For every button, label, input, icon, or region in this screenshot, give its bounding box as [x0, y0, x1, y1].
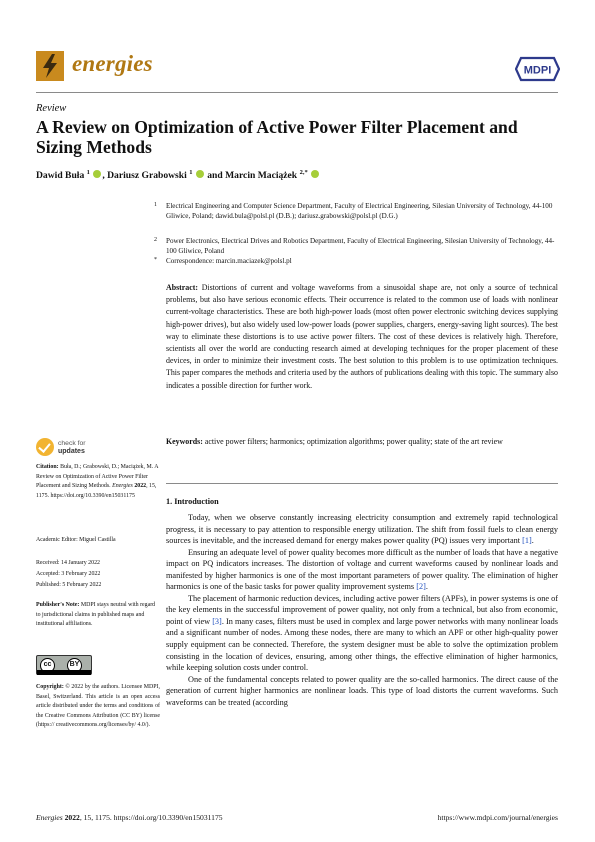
orcid-icon[interactable] — [196, 170, 204, 178]
paragraph-text: . — [531, 536, 534, 546]
affiliation-mark: 2 — [154, 237, 157, 243]
keywords-text: active power filters; harmonics; optimization algorithms; power quality; state of the art review — [204, 437, 503, 446]
badge-bar — [37, 670, 91, 675]
author-conjunction: and — [204, 170, 226, 182]
abstract-rule — [166, 483, 558, 484]
paragraph-text: . — [425, 582, 428, 592]
affiliation-text: Correspondence: marcin.maciazek@polsl.pl — [166, 257, 292, 265]
mdpi-logo-text: MDPI — [523, 64, 552, 77]
affiliation-text: Power Electronics, Electrical Drives and Robotics Department, Faculty of Electrical Engineering, Silesian University of Technology, 44-100 Gliwice, Poland — [166, 237, 555, 255]
publisher-note-text: MDPI stays neutral with regard to jurisdictional claims in published maps and institutional affiliations. — [36, 602, 156, 628]
affiliation — [154, 202, 556, 221]
citation-text: Buła, D.; Grabowski, D.; Maciążek, M. A Review on Optimization of Active Power Filter Placement and Sizing Methods. — [36, 464, 159, 490]
accepted-date: Accepted: 3 February 2022 — [36, 571, 101, 577]
citation-journal: Energies — [112, 483, 133, 490]
page-footer — [36, 813, 558, 822]
article-title: A Review on Optimization of Active Power Filter Placement and Sizing Methods — [36, 117, 518, 157]
keywords-label: Keywords: — [166, 437, 203, 446]
citation-label: Citation: — [36, 464, 59, 470]
footer-doi[interactable]: , 15, 1175. https://doi.org/10.3390/en15031175 — [79, 813, 223, 822]
journal-name: energies — [72, 51, 153, 76]
author-name[interactable]: Dawid Buła — [36, 170, 85, 182]
citation-link[interactable]: [3] — [212, 616, 222, 626]
paragraph: One of the fundamental concepts related to power quality are the so-called harmonics. The direct cause of the generation of current higher harmonics are nonlinear loads. This type of load distorts the current waveforms. Such waveforms can be treated (according — [166, 674, 558, 707]
citation-doi[interactable]: , 15, 1175. https://doi.org/10.3390/en15031175 — [36, 483, 157, 499]
paragraph — [166, 593, 558, 674]
received-date: Received: 14 January 2022 — [36, 560, 100, 566]
copyright-text: © 2022 by the authors. Licensee MDPI, Basel, Switzerland. This article is an open access article distributed under the terms and conditions of the Creative Commons Attribution (CC BY) license (https:// creativecommons.org/licenses/by/ 4.0/). — [36, 684, 160, 729]
affiliation-mark: * — [154, 257, 157, 263]
article-type: Review — [36, 103, 67, 114]
paragraph-text: Ensuring an adequate level of power quality becomes more difficult as the number of loads that have a negative impact on PQ indicators increases. The distortion of voltage and current waveforms caused by nonlinear loads and manifested by higher harmonics is one of the most important parameters of power quality. The elimination of higher harmonics is one of the basic tasks for power quality improvement systems — [166, 547, 558, 592]
affiliation-mark: 1 — [154, 202, 157, 208]
cc-license-badge[interactable] — [36, 655, 92, 675]
check-line-1: check for — [58, 440, 86, 447]
affiliation-text: Electrical Engineering and Computer Science Department, Faculty of Electrical Engineering, Silesian University of Technology, 44-100 Gliwice, Poland; dawid.bula@polsl.pl (D.B.); dariusz.grabowski@polsl.pl (D.G.) — [166, 202, 553, 220]
author-name[interactable]: Dariusz Grabowski — [107, 170, 187, 182]
publisher-note — [36, 601, 160, 630]
orcid-icon[interactable] — [311, 170, 319, 178]
footer-url[interactable]: https://www.mdpi.com/journal/energies — [437, 813, 558, 822]
academic-editor: Academic Editor: Miguel Castilla — [36, 537, 116, 543]
citation-link[interactable]: [2] — [416, 582, 426, 592]
affiliation — [154, 257, 556, 267]
header-rule — [36, 92, 558, 93]
check-for-updates-button[interactable] — [36, 437, 126, 459]
mdpi-logo-icon — [515, 56, 560, 82]
keywords — [166, 436, 558, 448]
section-heading: 1. Introduction — [166, 497, 219, 506]
citation-block — [36, 463, 160, 501]
published-date: Published: 5 February 2022 — [36, 582, 102, 588]
paragraph — [166, 547, 558, 593]
orcid-icon[interactable] — [93, 170, 101, 178]
check-icon — [36, 438, 54, 456]
copyright-block — [36, 683, 160, 731]
abstract-text: Distortions of current and voltage waveforms from a sinusoidal shape are, not only a source of technical problems, but also have serious economic effects. Their occurrence is related to the common use of loads with nonlinear current-voltage characteristics. These are both high-power loads (most often power electronic switching devices supplying high-power drives), but also widely used low-power loads (power supplies, chargers, energy-saving light sources). The best way to eliminate these distortions is to use active power filters. The cost of these devices is relatively high. Therefore, scientists all over the world are conducting research aimed at developing techniques for the proper placement of these devices, in order to minimize their investment costs. The best solution to this problem is to use optimization techniques. This paper compares the methods and criteria used by the authors of publications dealing with this topic. The summary also indicates a possible direction for further work. — [166, 283, 558, 390]
paragraph-text: Today, when we observe constantly increasing electricity consumption and extremely rapid technological progress, it is necessary to pay attention to responsible energy utilization. The shift from fossil fuels to clean energy sources is inevitable, and the increased demand for energy makes power quality (PQ) issues very important — [166, 513, 558, 546]
citation-link[interactable]: [1] — [522, 536, 532, 546]
paragraph-text: The placement of harmonic reduction devices, including active power filters (APFs), in power systems is one of the key elements in the successful improvement of power quality, not only from a technical, but also from economic, point of view — [166, 593, 558, 626]
author-affil: 1 — [86, 169, 90, 176]
introduction-body — [166, 512, 558, 708]
author-name[interactable]: Marcin Maciążek — [225, 170, 298, 182]
by-icon: BY — [67, 658, 82, 673]
footer-year: 2022 — [64, 813, 80, 822]
affiliation — [154, 237, 556, 256]
footer-journal: Energies — [36, 813, 63, 822]
publisher-note-label: Publisher's Note: — [36, 602, 80, 608]
author-affil: 1 — [189, 169, 193, 176]
abstract-label: Abstract: — [166, 283, 198, 292]
paragraph — [166, 512, 558, 547]
cc-icon: cc — [40, 658, 55, 673]
abstract — [166, 282, 558, 392]
author-list — [36, 169, 320, 181]
copyright-label: Copyright: — [36, 684, 64, 690]
author-affil: 2,* — [299, 169, 308, 176]
citation-year: 2022 — [134, 483, 147, 490]
check-line-2: updates — [58, 448, 85, 455]
author-separator: , — [102, 170, 108, 182]
paragraph-text: . In many cases, filters must be used in complex and large power networks with many nonlinear loads and a significant number of nodes. Among these nodes, there are many to which an APF or other high-quality power supply equipment can be connected. Therefore, the system designer must be able to solve the optimization problem consisting in the location of devices, ensuring, among other things, the effective elimination of higher harmonics, while keeping solution costs under control. — [166, 616, 558, 673]
journal-logo-icon — [36, 51, 64, 81]
